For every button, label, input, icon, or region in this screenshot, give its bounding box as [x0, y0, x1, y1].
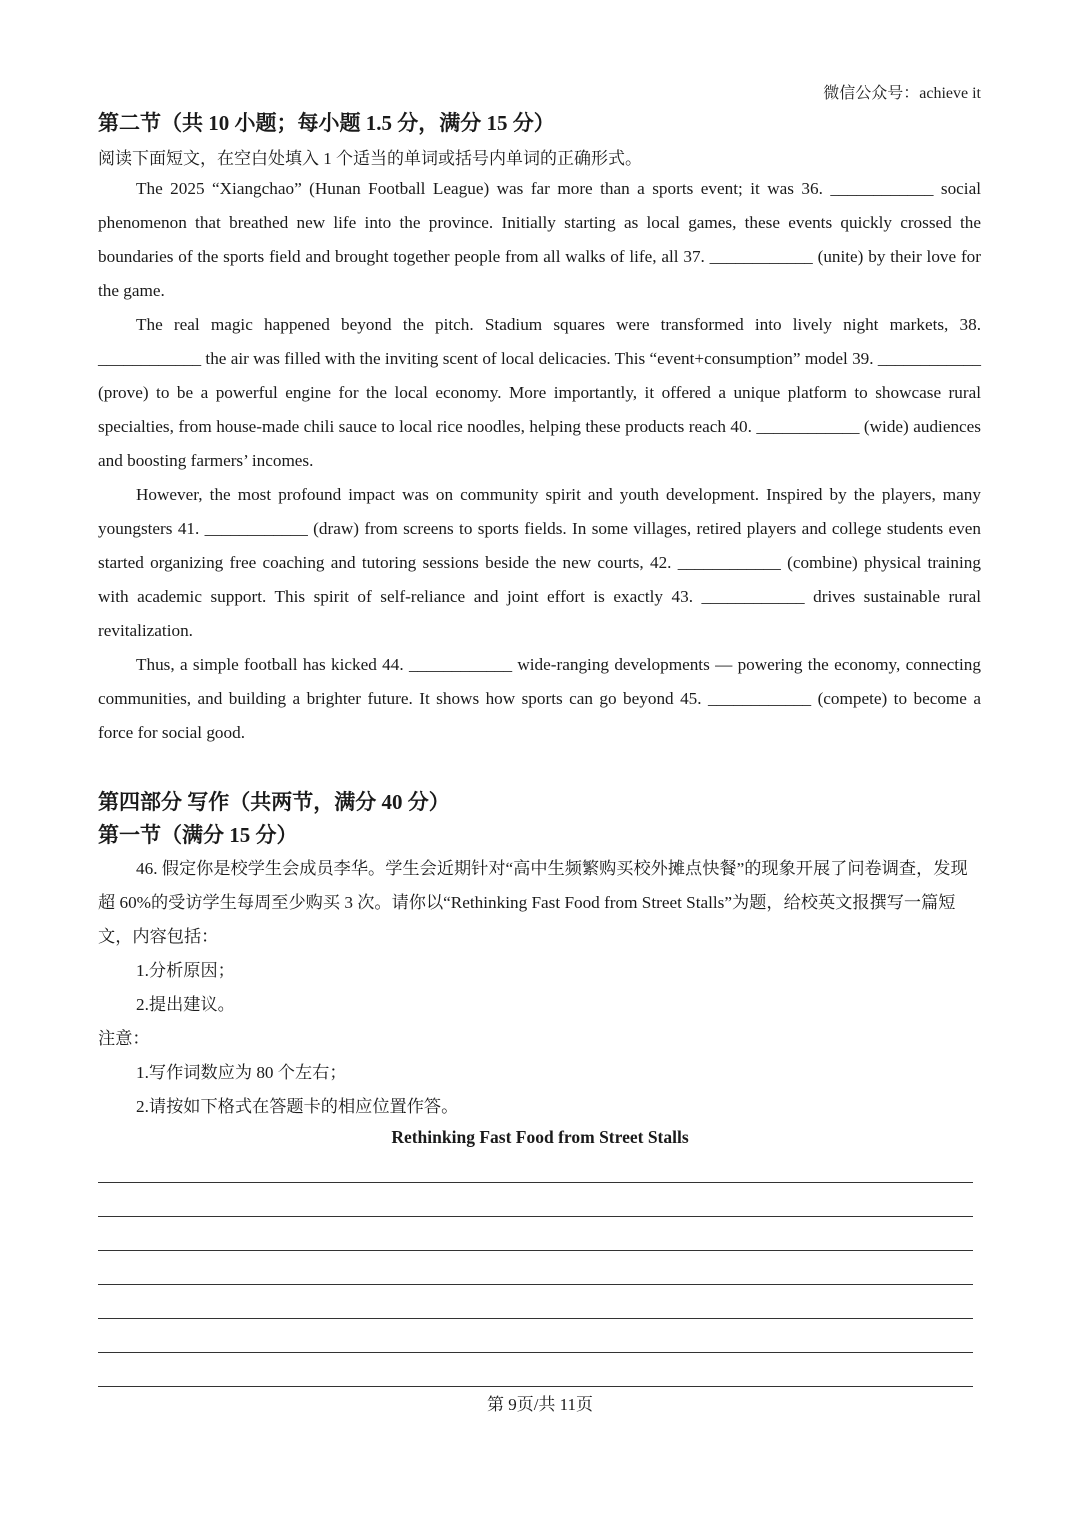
note-item: 1.写作词数应为 80 个左右；: [136, 1063, 347, 1082]
section-title: 第二节（共 10 小题；每小题 1.5 分，满分 15 分）: [98, 111, 555, 135]
subsection-title: 第一节（满分 15 分）: [98, 823, 298, 847]
part-title: 第四部分 写作（共两节，满分 40 分）: [98, 790, 450, 814]
content-point: 2.提出建议。: [136, 995, 235, 1014]
essay-title: Rethinking Fast Food from Street Stalls: [391, 1127, 689, 1147]
answer-line: [98, 1182, 973, 1183]
answer-line: [98, 1250, 973, 1251]
answer-line: [98, 1216, 973, 1217]
passage-paragraph: However, the most profound impact was on community spirit and youth development. Inspired by the players, many youngsters 41. ____________ (draw) from screens to sports fields. In some villages, retired players and college students even started organizing free coaching and tutoring sessions beside the new courts, 42. ____________ (combine) physical training with academic support. This spirit of self-reliance and joint effort is exactly 43. ____________ drives sustainable rural revitalization.: [98, 485, 981, 640]
note-item: 2.请按如下格式在答题卡的相应位置作答。: [136, 1097, 459, 1116]
passage-paragraph: The 2025 “Xiangchao” (Hunan Football League) was far more than a sports event; it was 36. ____________ social phenomenon that breathed new life into the province. Initially starting as local games, these events quickly crossed the boundaries of the sports field and brought together people from all walks of life, all 37. ____________ (unite) by their love for the game.: [98, 179, 981, 300]
cloze-passage: [98, 172, 981, 750]
answer-line: [98, 1352, 973, 1353]
watermark: 微信公众号：achieve it: [823, 85, 981, 102]
section-instruction: 阅读下面短文，在空白处填入 1 个适当的单词或括号内单词的正确形式。: [98, 149, 642, 168]
writing-prompt: 46. 假定你是校学生会成员李华。学生会近期针对“高中生频繁购买校外摊点快餐”的现象开展了问卷调查，发现超 60%的受访学生每周至少购买 3 次。请你以“Rethinking Fast Food from Street Stalls”为题，给校英文报撰写一篇短文，内容包括：: [98, 859, 968, 946]
content-point: 1.分析原因；: [136, 961, 235, 980]
note-label: 注意：: [98, 1029, 150, 1048]
answer-line: [98, 1284, 973, 1285]
answer-line: [98, 1318, 973, 1319]
passage-paragraph: The real magic happened beyond the pitch. Stadium squares were transformed into lively night markets, 38. ____________ the air was filled with the inviting scent of local delicacies. This “event+consumption” model 39. ____________ (prove) to be a powerful engine for the local economy. More importantly, it offered a unique platform to showcase rural specialties, from house-made chili sauce to local rice noodles, helping these products reach 40. ____________ (wide) audiences and boosting farmers’ incomes.: [98, 315, 981, 470]
passage-paragraph: Thus, a simple football has kicked 44. ____________ wide-ranging developments — powering the economy, connecting communities, and building a brighter future. It shows how sports can go beyond 45. ____________ (compete) to become a force for social good.: [98, 655, 981, 742]
page-number: 第 9页/共 11页: [486, 1395, 594, 1414]
writing-task: [98, 852, 981, 1124]
answer-line: [98, 1386, 973, 1387]
